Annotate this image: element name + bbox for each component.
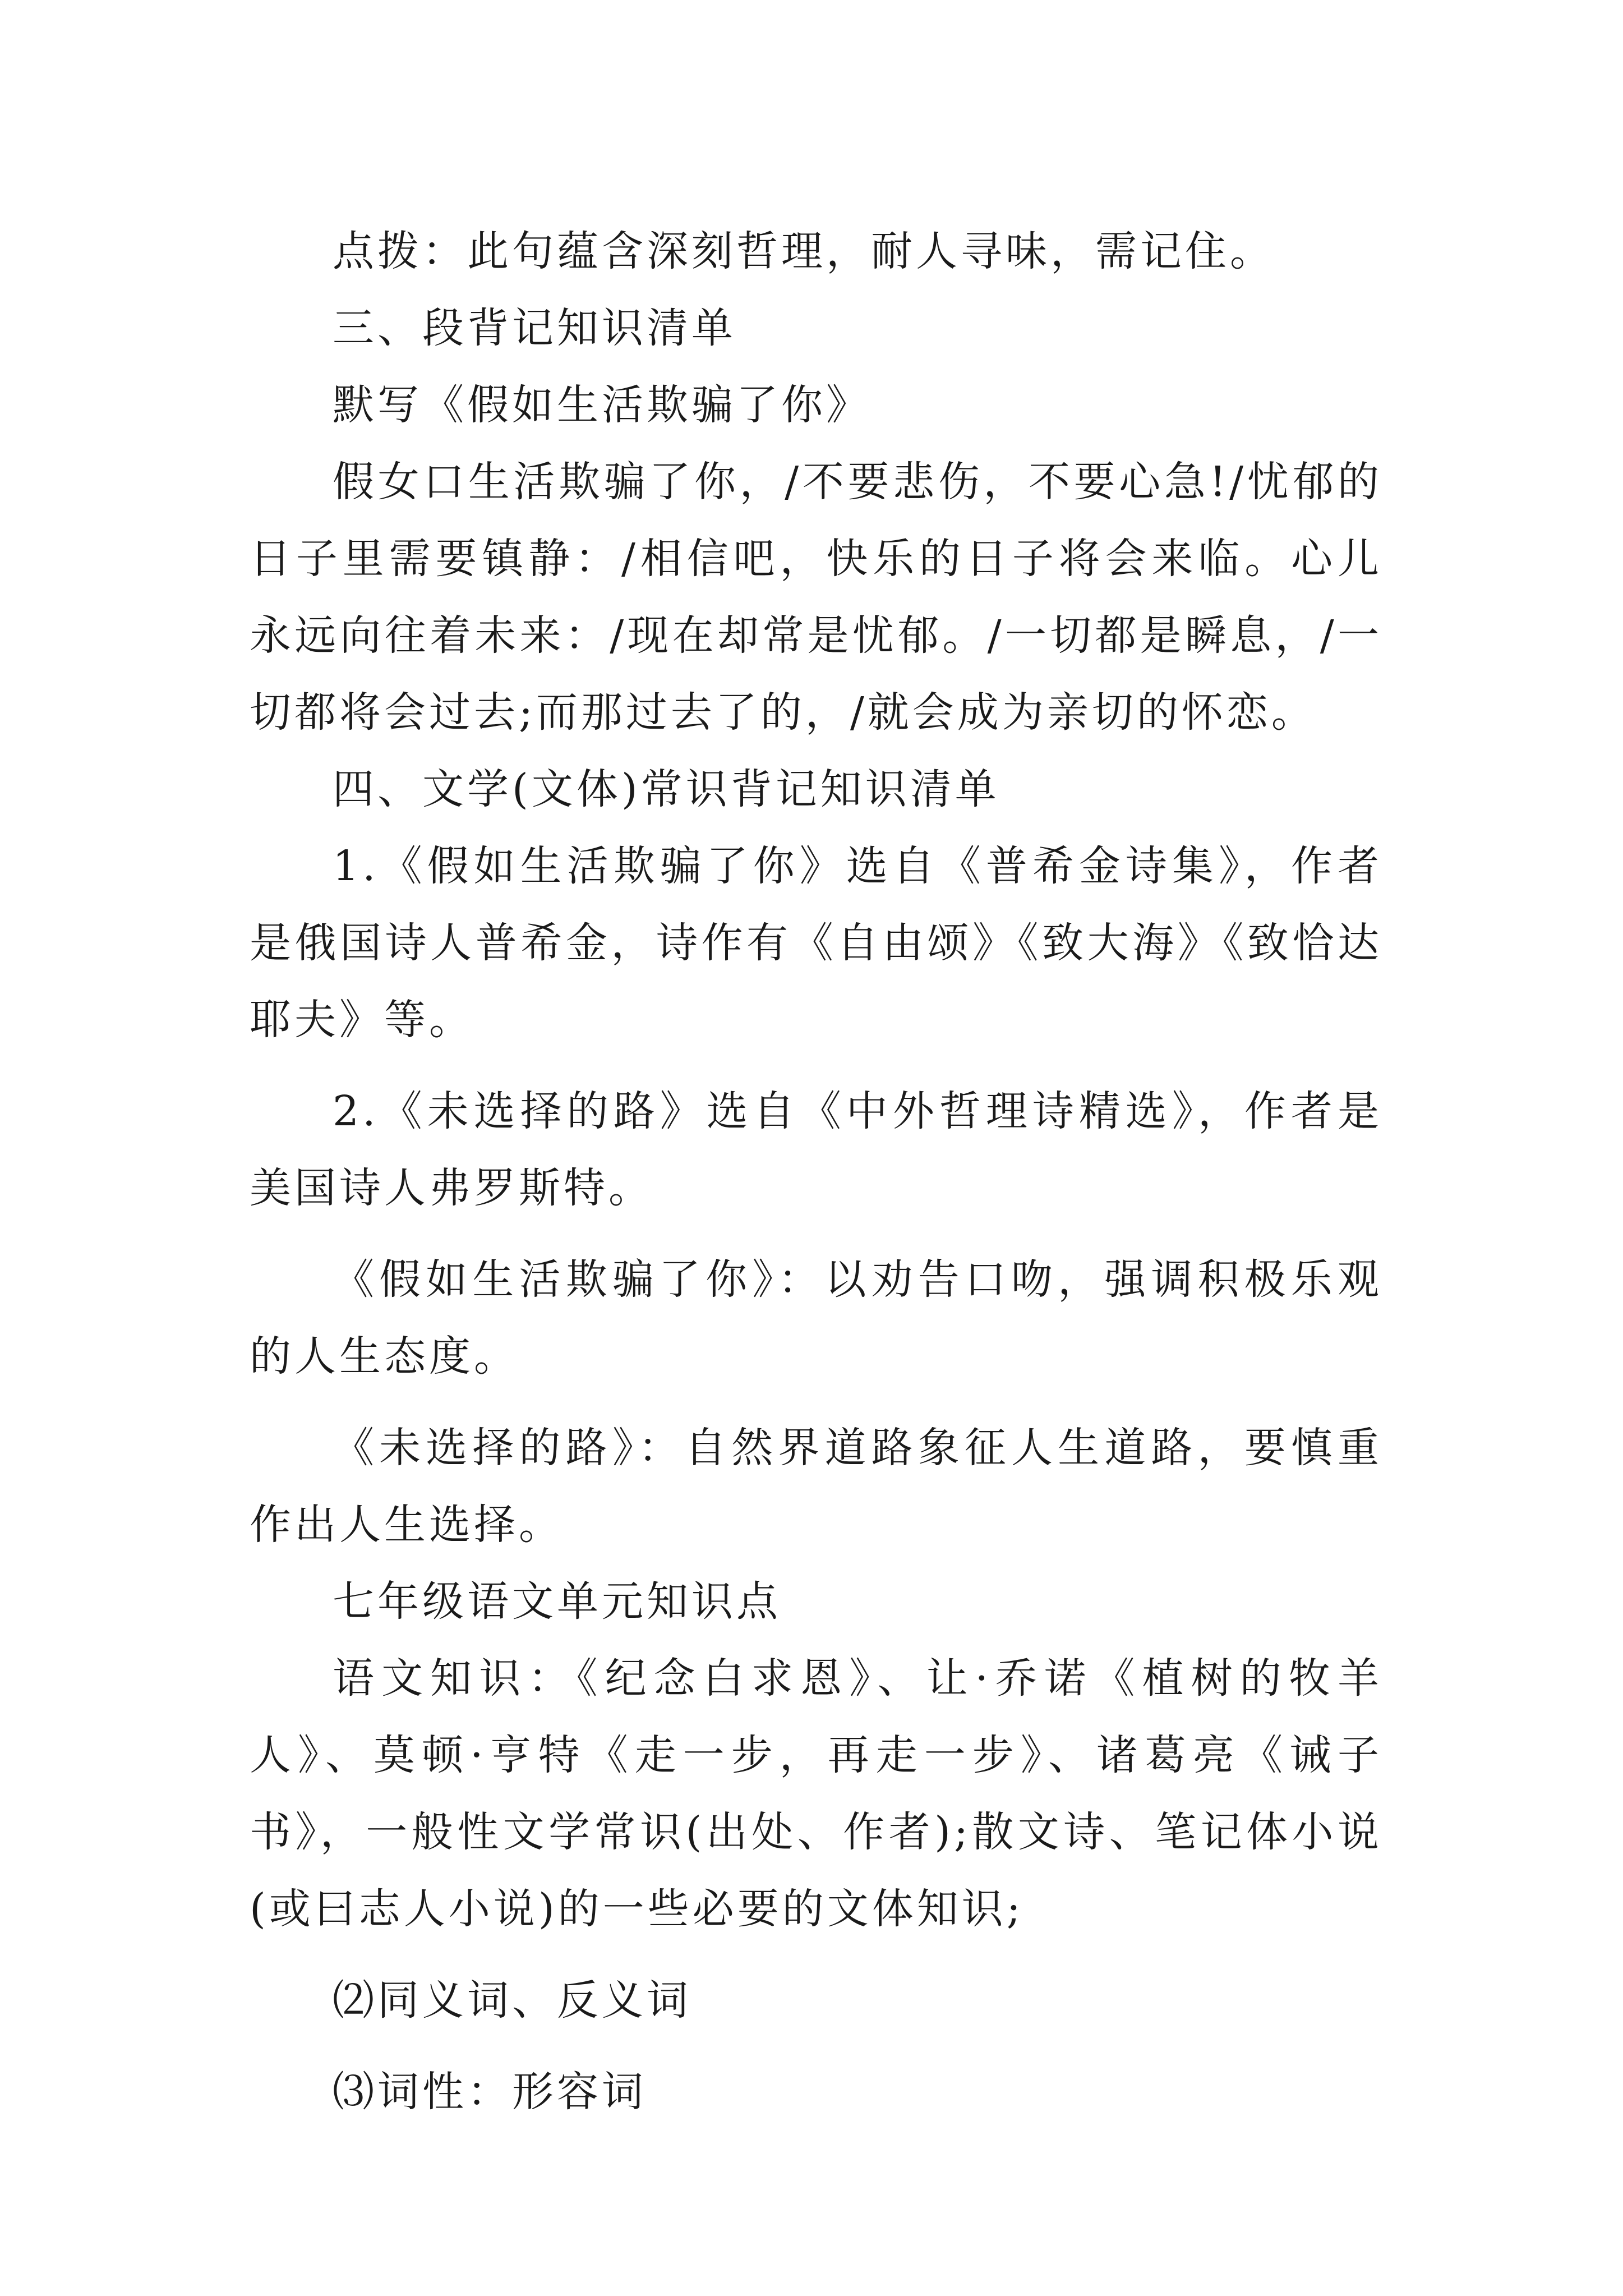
paragraph-poem-1-theme: 《假如生活欺骗了你》：以劝告口吻，强调积极乐观的人生态度。 (250, 1255, 1382, 1381)
document-body (250, 213, 1382, 2131)
list-item-synonyms: ⑵同义词、反义词 (333, 1976, 691, 2024)
paragraph-poem-2-theme: 《未选择的路》：自然界道路象征人生道路，要慎重作出人生选择。 (250, 1424, 1382, 1549)
paragraph-hint: 点拨：此句蕴含深刻哲理，耐人寻味，需记住。 (333, 227, 1275, 275)
paragraph-item-1: 1.《假如生活欺骗了你》选自《普希金诗集》，作者是俄国诗人普希金，诗作有《自由颂》《致大海》《致恰达耶夫》等。 (250, 842, 1382, 1044)
paragraph-item-2: 2.《未选择的路》选自《中外哲理诗精选》，作者是美国诗人弗罗斯特。 (250, 1087, 1382, 1212)
heading-section-4: 四、文学(文体)常识背记知识清单 (333, 765, 1000, 813)
paragraph-poem-text: 假女口生活欺骗了你，/不要悲伤，不要心急!/忧郁的日子里需要镇静：/相信吧，快乐的日子将会来临。心儿永远向往着未来：/现在却常是忧郁。/一切都是瞬息，/一切都将会过去;而那过去了的，/就会成为亲切的怀恋。 (250, 458, 1382, 737)
heading-section-3: 三、段背记知识清单 (333, 304, 736, 352)
paragraph-dictation-title: 默写《假如生活欺骗了你》 (333, 381, 871, 429)
heading-grade-7-knowledge: 七年级语文单元知识点 (333, 1577, 781, 1626)
paragraph-language-knowledge: 语文知识：《纪念白求恩》、让·乔诺《植树的牧羊人》、莫顿·亨特《走一步，再走一步》、诸葛亮《诫子书》，一般性文学常识(出处、作者);散文诗、笔记体小说(或曰志人小说)的一些必要的文体知识; (250, 1654, 1382, 1933)
list-item-part-of-speech: ⑶词性：形容词 (333, 2068, 647, 2116)
